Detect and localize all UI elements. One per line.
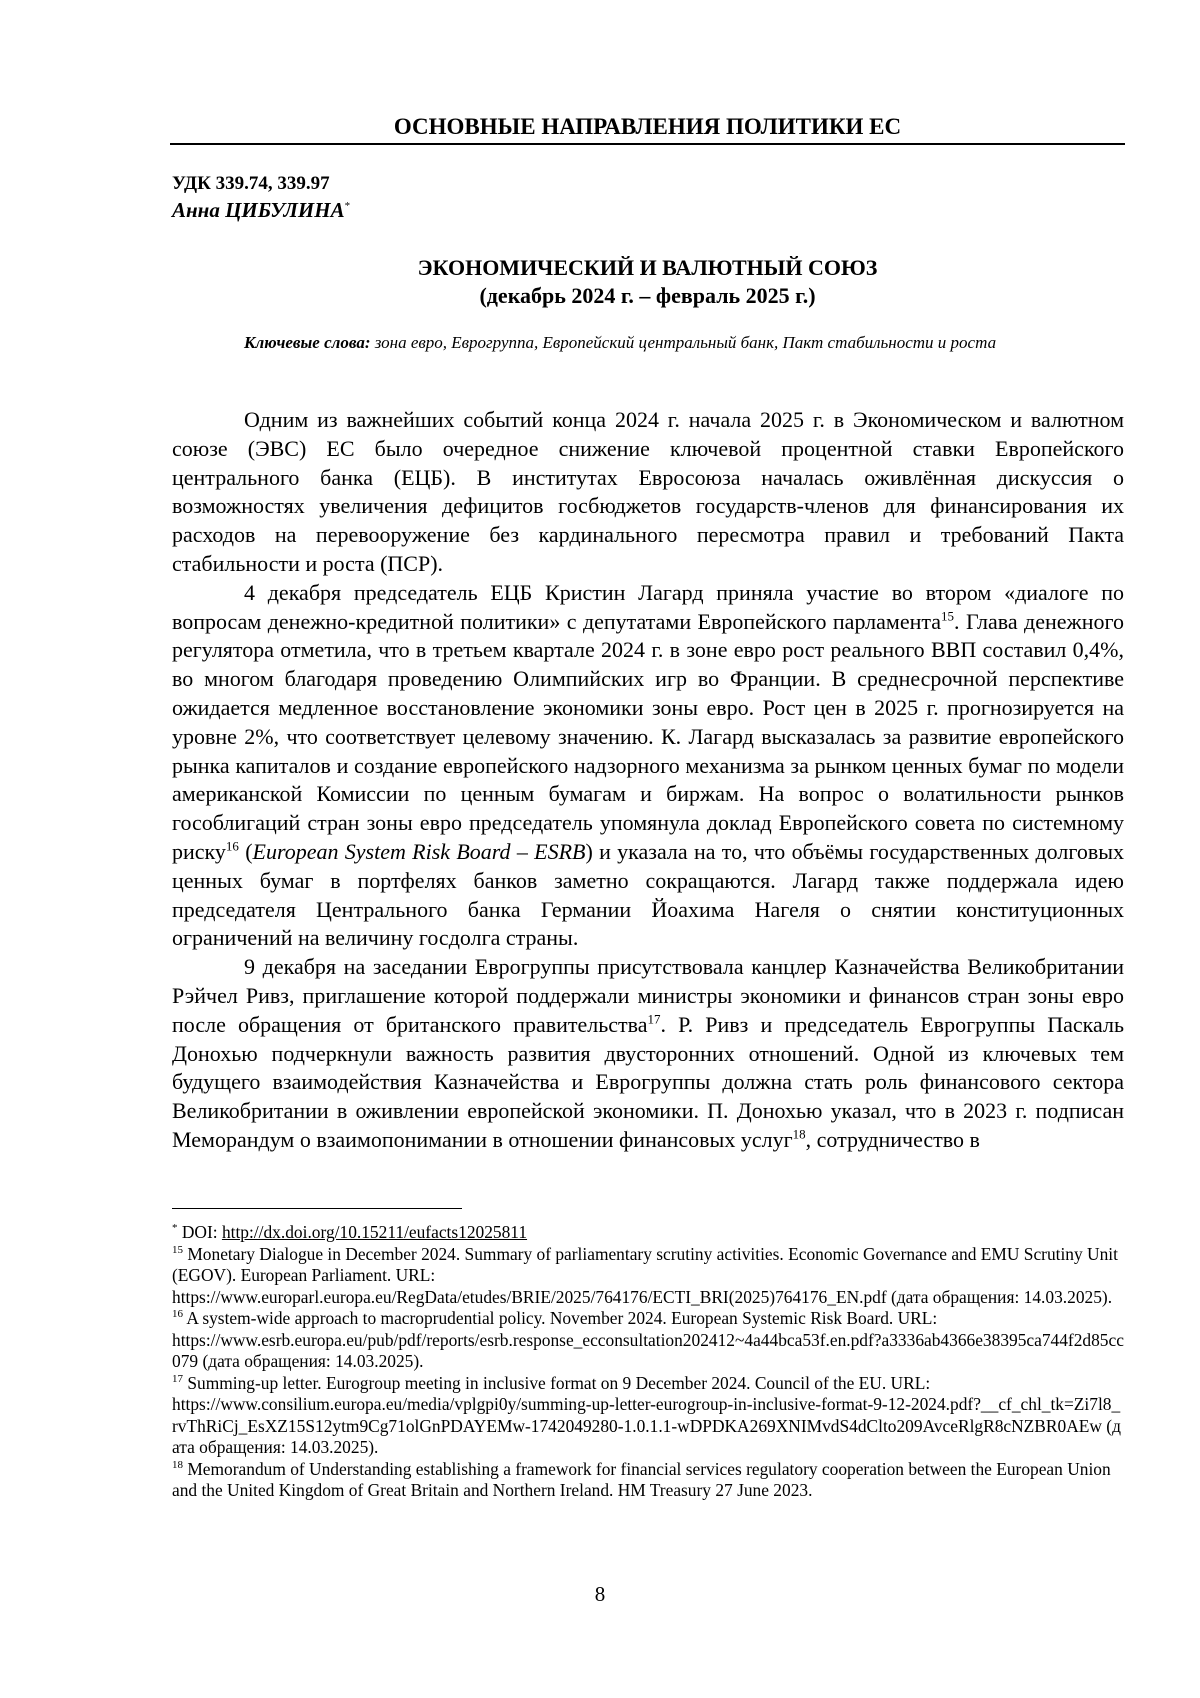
- footnotes: [172, 1222, 1124, 1502]
- footnote-ref-16[interactable]: 16: [225, 838, 239, 854]
- footnote-ref-17[interactable]: 17: [647, 1011, 661, 1027]
- footnote-text: Monetary Dialogue in December 2024. Summary of parliamentary scrutiny activities. Economic Governance and EMU Scrutiny Unit (EGOV). European Parliament. URL:: [172, 1243, 1118, 1285]
- footnote-16: [172, 1308, 1124, 1373]
- footnote-url[interactable]: https://www.consilium.europa.eu/media/vplgpi0y/summing-up-letter-eurogroup-in-inclusive-format-9-12-2024.pdf?__cf_chl_tk=Zi7l8_rvThRiCj_EsXZ15S12ytm9Cg71olGnPDAYEMw-1742049280-1.0.1.1-wDPDKA269XNIMvdS4dClto209AvceRlgR8cNZBR0AEw: [172, 1394, 1121, 1436]
- footnote-17: [172, 1373, 1124, 1459]
- header-rule: [170, 143, 1125, 145]
- paragraph-3-text: . Р. Ривз и председатель Еврогруппы Паскаль Донохью подчеркнули важность развития двусторонних отношений. Одной из ключевых тем будущего взаимодействия Казначейства и Еврогруппы должна стать роль финансового сектора Великобритании в оживлении европейской экономики. П. Донохью указал, что в 2023 г. подписан Меморандум о взаимопонимании в отношении финансовых услуг: [172, 1011, 1124, 1152]
- footnote-url[interactable]: https://www.esrb.europa.eu/pub/pdf/reports/esrb.response_ecconsultation202412~4a44bca53f.en.pdf?a3336ab4366e38395ca744f2d85cc079: [172, 1329, 1124, 1371]
- author-name-text: Анна ЦИБУЛИНА: [172, 198, 345, 222]
- section-header: ОСНОВНЫЕ НАПРАВЛЕНИЯ ПОЛИТИКИ ЕС: [393, 114, 902, 139]
- footnote-text: A system-wide approach to macroprudential policy. November 2024. European Systemic Risk Board. URL:: [183, 1308, 938, 1328]
- article-title-main: ЭКОНОМИЧЕСКИЙ И ВАЛЮТНЫЙ СОЮЗ: [417, 255, 878, 280]
- footnote-15: [172, 1244, 1124, 1309]
- article-title: [170, 254, 1125, 310]
- paragraph-2-text: . Глава денежного регулятора отметила, что в третьем квартале 2024 г. в зоне евро рост реального ВВП составил 0,4%, во многом благодаря проведению Олимпийских игр во Франции. В среднесрочной перспективе ожидается медленное восстановление экономики зоны евро. Рост цен в 2025 г. прогнозируется на уровне 2%, что соответствует целевому значению. К. Лагард высказалась за развитие европейского рынка капиталов и создание европейского надзорного механизма за рынком ценных бумаг по модели американской Комиссии по ценным бумагам и биржам. На вопрос о волатильности рынков гособлигаций стран зоны евро председатель упомянула доклад Европейского совета по системному риску: [172, 608, 1124, 864]
- footnote-mark: 18: [172, 1458, 183, 1471]
- paragraph-3: [172, 953, 1124, 1155]
- footnote-ref-15[interactable]: 15: [941, 608, 955, 624]
- footnote-date: (дата обращения: 14.03.2025).: [172, 1415, 1121, 1457]
- paragraph-3-text: 9 декабря на заседании Еврогруппы присутствовала канцлер Казначейства Великобритании Рэйчел Ривз, приглашение которой поддержали министры экономики и финансов стран зоны евро после обращения от британского правительства: [172, 954, 1124, 1037]
- paragraph-3-text: , сотрудничество в: [805, 1126, 980, 1152]
- footnote-doi: [172, 1222, 1124, 1244]
- paragraph-1: Одним из важнейших событий конца 2024 г. начала 2025 г. в Экономическом и валютном союзе (ЭВС) ЕС было очередное снижение ключевой процентной ставки Европейского центрального банка (ЕЦБ). В институтах Евросоюза началась оживлённая дискуссия о возможностях увеличения дефицитов госбюджетов государств-членов для финансирования их расходов на перевооружение без кардинального пересмотра правил и требований Пакта стабильности и роста (ПСР).: [172, 407, 1124, 576]
- doi-link[interactable]: http://dx.doi.org/10.15211/eufacts12025811: [221, 1222, 528, 1242]
- footnote-separator: [172, 1208, 462, 1209]
- udc-code: УДК 339.74, 339.97: [172, 173, 330, 194]
- keywords-text: зона евро, Еврогруппа, Европейский центральный банк, Пакт стабильности и роста: [374, 333, 997, 352]
- footnote-mark: *: [172, 1222, 178, 1235]
- paragraph-2-text: (: [238, 838, 253, 864]
- keywords-label: Ключевые слова:: [244, 333, 371, 352]
- page-number: 8: [594, 1582, 606, 1606]
- footnote-date: (дата обращения: 14.03.2025).: [886, 1286, 1113, 1307]
- author-footnote-mark[interactable]: *: [344, 200, 351, 212]
- footnote-date: (дата обращения: 14.03.2025).: [198, 1351, 424, 1371]
- footnote-18: [172, 1459, 1124, 1502]
- footnote-text: Memorandum of Understanding establishing a framework for financial services regulatory cooperation between the European Union and the United Kingdom of Great Britain and Northern Ireland. HM Treasury 27 June 2023.: [172, 1458, 1111, 1500]
- article-title-period: (декабрь 2024 г. – февраль 2025 г.): [479, 283, 816, 308]
- author-name: [172, 198, 350, 223]
- paragraph-2: [172, 579, 1124, 953]
- footnote-mark: 15: [172, 1243, 183, 1256]
- footnote-url[interactable]: https://www.europarl.europa.eu/RegData/etudes/BRIE/2025/764176/ECTI_BRI(2025)764176_EN.pdf: [172, 1286, 887, 1307]
- paragraph-2-text: 4 декабря председатель ЕЦБ Кристин Лагард приняла участие во втором «диалоге по вопросам денежно-кредитной политики» с депутатами Европейского парламента: [172, 579, 1124, 634]
- footnote-mark: 16: [172, 1308, 183, 1321]
- paragraph-2-text: ) и указала на то, что объёмы государственных долговых ценных бумаг в портфелях банков заметно сокращаются. Лагард также поддержала идею председателя Центрального банка Германии Йоахима Нагеля о снятии конституционных ограничений на величину госдолга страны.: [172, 838, 1124, 951]
- footnote-ref-18[interactable]: 18: [792, 1126, 806, 1142]
- footnote-text: DOI:: [177, 1222, 222, 1242]
- footnote-text: Summing-up letter. Eurogroup meeting in inclusive format on 9 December 2024. Council of the EU. URL:: [183, 1372, 931, 1393]
- esrb-term: European System Risk Board – ESRB: [252, 838, 586, 864]
- keywords: [172, 330, 1124, 356]
- footnote-mark: 17: [172, 1372, 183, 1385]
- article-body: [172, 406, 1124, 1155]
